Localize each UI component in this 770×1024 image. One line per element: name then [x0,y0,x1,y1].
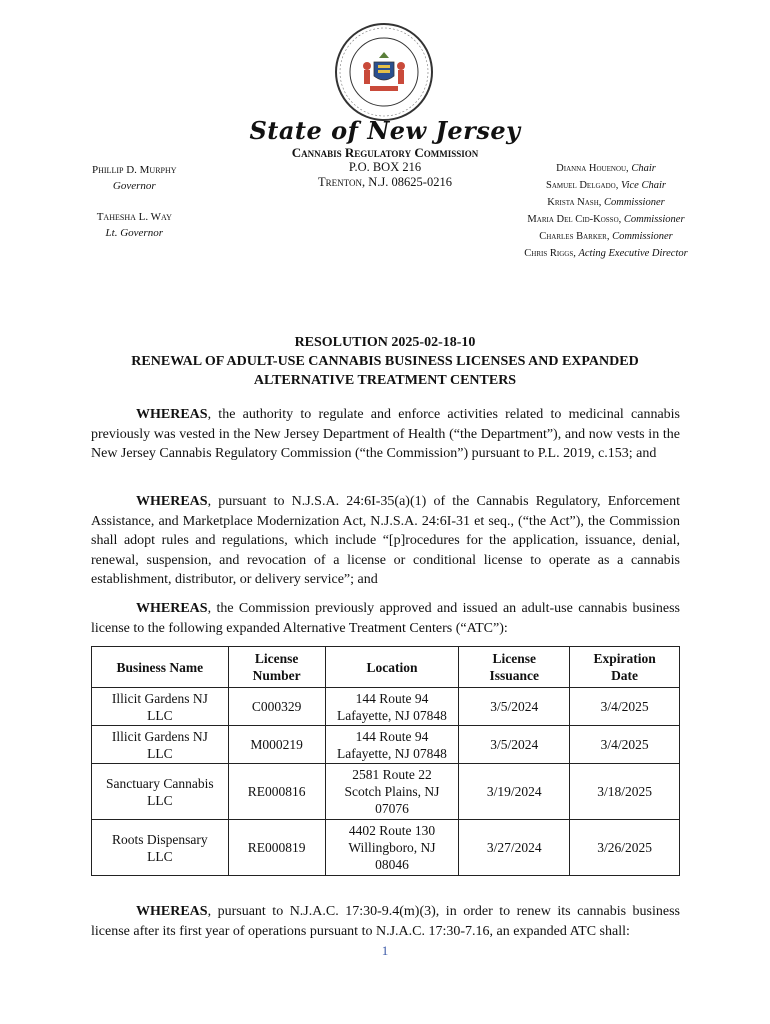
official-title: Lt. Governor [105,227,163,239]
paragraph-text: , the Commission previously approved and issued an adult-use cannabis business license to the following expanded Alternative Treatment Centers (“ATC”): [91,601,680,636]
official-line [498,245,714,262]
whereas-paragraph [91,405,680,464]
official-name: Phillip D. Murphy [92,164,177,176]
official-name: Tahesha L. Way [96,211,172,223]
cell-business-name: Sanctuary Cannabis LLC [92,764,229,820]
header-license-issuance: License Issuance [459,647,570,688]
official-line [498,211,714,228]
cell-issuance: 3/5/2024 [459,726,570,764]
official-name: Maria Del Cid-Kosso, [527,214,622,225]
cell-license-number: M000219 [228,726,325,764]
official-line [498,160,714,177]
paragraph-text: , the authority to regulate and enforce activities related to medicinal cannabis previously was vested in the New Jersey Department of Health (“the Department”), and now vests in the New Jersey Cannabis Regulatory Commission (“the Commission”) pursuant to P.L. 2019, c.153; and [91,407,680,461]
official-line [498,177,714,194]
governor-block [92,162,177,194]
cell-expiration: 3/18/2025 [570,764,680,820]
header-location: Location [325,647,459,688]
cell-location: 144 Route 94 Lafayette, NJ 07848 [325,688,459,726]
whereas-paragraph [91,599,680,638]
whereas-lead: WHEREAS [136,904,208,919]
right-officials [498,160,714,262]
cell-business-name: Illicit Gardens NJ LLC [92,726,229,764]
atc-license-table [91,646,680,876]
cell-issuance: 3/19/2024 [459,764,570,820]
cell-business-name: Illicit Gardens NJ LLC [92,688,229,726]
official-name: Charles Barker, [539,231,610,242]
cell-issuance: 3/5/2024 [459,688,570,726]
header-license-number: License Number [228,647,325,688]
table-row [92,688,680,726]
official-title: Commissioner [612,231,673,242]
whereas-paragraph [91,902,680,941]
whereas-lead: WHEREAS [136,494,208,509]
cell-license-number: C000329 [228,688,325,726]
state-title: State of New Jersey [249,116,521,145]
commission-city: Trenton, N.J. 08625-0216 [318,175,452,189]
lt-governor-block [92,209,177,241]
official-line [498,228,714,245]
table-row [92,726,680,764]
official-title: Commissioner [604,197,665,208]
resolution-title-line: ALTERNATIVE TREATMENT CENTERS [253,373,517,388]
left-officials [92,162,177,256]
paragraph-text: , pursuant to N.J.A.C. 17:30-9.4(m)(3), in order to renew its cannabis business license after its first year of operations pursuant to N.J.A.C. 17:30-7.16, an expanded ATC shall: [91,904,680,939]
resolution-number: RESOLUTION 2025-02-18-10 [294,335,476,350]
official-name: Samuel Delgado, [546,180,619,191]
whereas-lead: WHEREAS [136,601,208,616]
official-name: Dianna Houenou, [556,163,629,174]
cell-expiration: 3/4/2025 [570,726,680,764]
table-row [92,764,680,820]
cell-expiration: 3/26/2025 [570,820,680,876]
page-number: 1 [381,943,389,958]
header-expiration-date: Expiration Date [570,647,680,688]
cell-license-number: RE000819 [228,820,325,876]
whereas-lead: WHEREAS [136,407,208,422]
whereas-paragraph [91,492,680,590]
table-header-row [92,647,680,688]
cell-issuance: 3/27/2024 [459,820,570,876]
cell-location: 144 Route 94 Lafayette, NJ 07848 [325,726,459,764]
official-line [498,194,714,211]
cell-expiration: 3/4/2025 [570,688,680,726]
header-business-name: Business Name [92,647,229,688]
paragraph-text: , pursuant to N.J.S.A. 24:6I-35(a)(1) of the Cannabis Regulatory, Enforcement Assistance, and Marketplace Modernization Act, N.J.S.A. 24:6I-31 et seq., (“the Act”), the Commission shall adopt rules and regulations, which include “[p]rocedures for the application, issuance, denial, renewal, suspension, and revocation of a license or conditional license to operate as a cannabis establishment, distributor, or delivery service”; and [91,494,680,587]
cell-license-number: RE000816 [228,764,325,820]
commission-name: Cannabis Regulatory Commission [291,145,479,160]
cell-business-name: Roots Dispensary LLC [92,820,229,876]
cell-location: 4402 Route 130 Willingboro, NJ 08046 [325,820,459,876]
resolution-title-line: RENEWAL OF ADULT-USE CANNABIS BUSINESS LICENSES AND EXPANDED [131,354,639,369]
official-title: Governor [112,180,156,192]
resolution-heading [0,333,770,390]
po-box: P.O. BOX 216 [348,160,422,174]
official-title: Chair [631,163,656,174]
official-title: Acting Executive Director [578,248,688,259]
table-row [92,820,680,876]
cell-location: 2581 Route 22 Scotch Plains, NJ 07076 [325,764,459,820]
official-title: Commissioner [623,214,685,225]
official-name: Chris Riggs, [524,248,576,259]
state-seal-icon [334,22,434,122]
official-title: Vice Chair [620,180,666,191]
official-name: Krista Nash, [547,197,602,208]
